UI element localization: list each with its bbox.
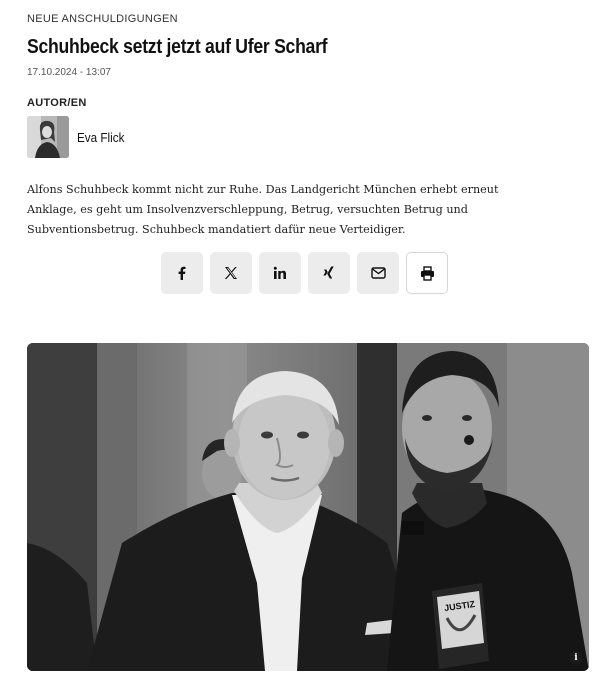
share-linkedin-button[interactable] <box>259 252 301 294</box>
teaser-line: Alfons Schuhbeck kommt nicht zur Ruhe. Das Landgericht München erhebt erneut <box>27 183 499 196</box>
share-bar <box>161 252 448 294</box>
article-kicker: NEUE ANSCHULDIGUNGEN <box>27 13 178 25</box>
teaser-line: Subventionsbetrug. Schuhbeck mandatiert dafür neue Verteidiger. <box>27 223 406 236</box>
info-icon: i <box>574 653 578 663</box>
x-icon <box>224 266 238 280</box>
article-date: 17.10.2024 - 13:07 <box>27 67 111 78</box>
article-headline: Schuhbeck setzt jetzt auf Ufer Scharf <box>27 36 328 58</box>
xing-icon <box>322 266 336 280</box>
print-icon <box>420 266 435 281</box>
share-mail-button[interactable] <box>357 252 399 294</box>
print-button[interactable] <box>406 252 448 294</box>
author-heading: AUTOR/EN <box>27 97 87 109</box>
author-avatar[interactable] <box>27 116 69 158</box>
share-facebook-button[interactable] <box>161 252 203 294</box>
author-name[interactable]: Eva Flick <box>77 129 125 145</box>
teaser-line: Anklage, es geht um Insolvenzverschleppung, Betrug, versuchten Betrug und <box>27 203 468 216</box>
share-x-button[interactable] <box>210 252 252 294</box>
article-photo <box>27 343 589 671</box>
mail-icon <box>371 267 386 279</box>
photo-info-button[interactable] <box>569 651 583 665</box>
article-teaser <box>27 180 507 240</box>
facebook-icon <box>175 266 189 280</box>
linkedin-icon <box>273 266 287 280</box>
author-row[interactable] <box>27 116 130 158</box>
justiz-patch-text: JUSTIZ <box>443 598 476 614</box>
share-xing-button[interactable] <box>308 252 350 294</box>
